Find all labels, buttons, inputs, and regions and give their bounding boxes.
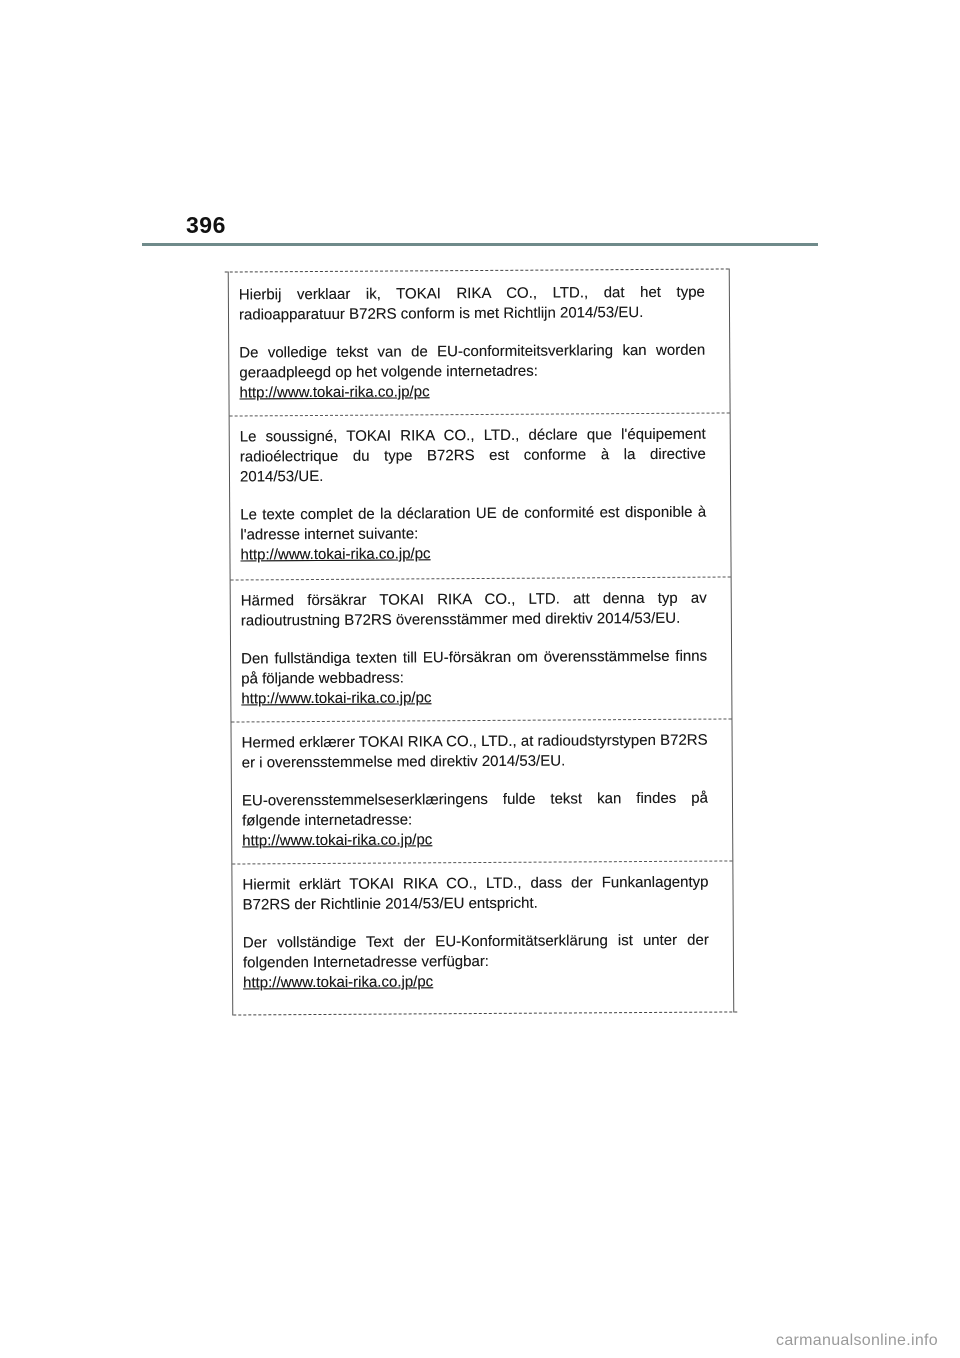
declaration-section-french bbox=[230, 414, 731, 565]
declaration-url-link[interactable]: http://www.tokai-rika.co.jp/pc bbox=[242, 831, 433, 850]
declaration-detail: Der vollständige Text der EU-Konformitätserklärung ist unter der folgenden Internetadresse verfügbar: bbox=[242, 931, 709, 972]
declaration-statement: Le soussigné, TOKAI RIKA CO., LTD., déclare que l'équipement radioélectrique du type B72RS est conforme à la directive 2014/53/UE. bbox=[239, 425, 706, 486]
declaration-url-link[interactable]: http://www.tokai-rika.co.jp/pc bbox=[239, 383, 430, 402]
declaration-statement: Hierbij verklaar ik, TOKAI RIKA CO., LTD., dat het type radioapparatuur B72RS conform is met Richtlijn 2014/53/EU. bbox=[238, 283, 705, 324]
declaration-frame bbox=[228, 268, 735, 1015]
declaration-url-link[interactable]: http://www.tokai-rika.co.jp/pc bbox=[241, 689, 432, 708]
page-number: 396 bbox=[186, 212, 226, 238]
declaration-url-link[interactable]: http://www.tokai-rika.co.jp/pc bbox=[243, 973, 434, 992]
declaration-statement: Härmed försäkrar TOKAI RIKA CO., LTD. att denna typ av radioutrustning B72RS överensstämmer med direktiv 2014/53/EU. bbox=[240, 589, 707, 630]
declaration-detail: Le texte complet de la déclaration UE de conformité est disponible à l'adresse internet suivante: bbox=[240, 503, 707, 544]
declaration-section-danish bbox=[231, 720, 732, 851]
header-rule bbox=[142, 243, 818, 246]
declaration-statement: Hiermit erklärt TOKAI RIKA CO., LTD., dass der Funkanlagentyp B72RS der Richtlinie 2014/53/EU entspricht. bbox=[242, 873, 709, 914]
declaration-statement: Hermed erklærer TOKAI RIKA CO., LTD., at radioudstyrstypen B72RS er i overensstemmelse med direktiv 2014/53/EU. bbox=[241, 731, 708, 772]
declaration-section-swedish bbox=[231, 578, 732, 709]
declaration-section-dutch bbox=[229, 272, 730, 403]
declaration-url-link[interactable]: http://www.tokai-rika.co.jp/pc bbox=[240, 545, 431, 564]
site-watermark: carmanualsonline.info bbox=[776, 1332, 938, 1349]
declaration-section-german bbox=[232, 862, 733, 993]
frame-bottom-border bbox=[233, 1011, 737, 1015]
declaration-detail: De volledige tekst van de EU-conformiteitsverklaring kan worden geraadpleegd op het volgende internetadres: bbox=[239, 341, 706, 382]
declaration-detail: EU-overensstemmelseserklæringens fulde tekst kan findes på følgende internetadresse: bbox=[241, 789, 709, 830]
declaration-detail: Den fullständiga texten till EU-försäkran om överensstämmelse finns på följande webbadress: bbox=[241, 647, 708, 688]
